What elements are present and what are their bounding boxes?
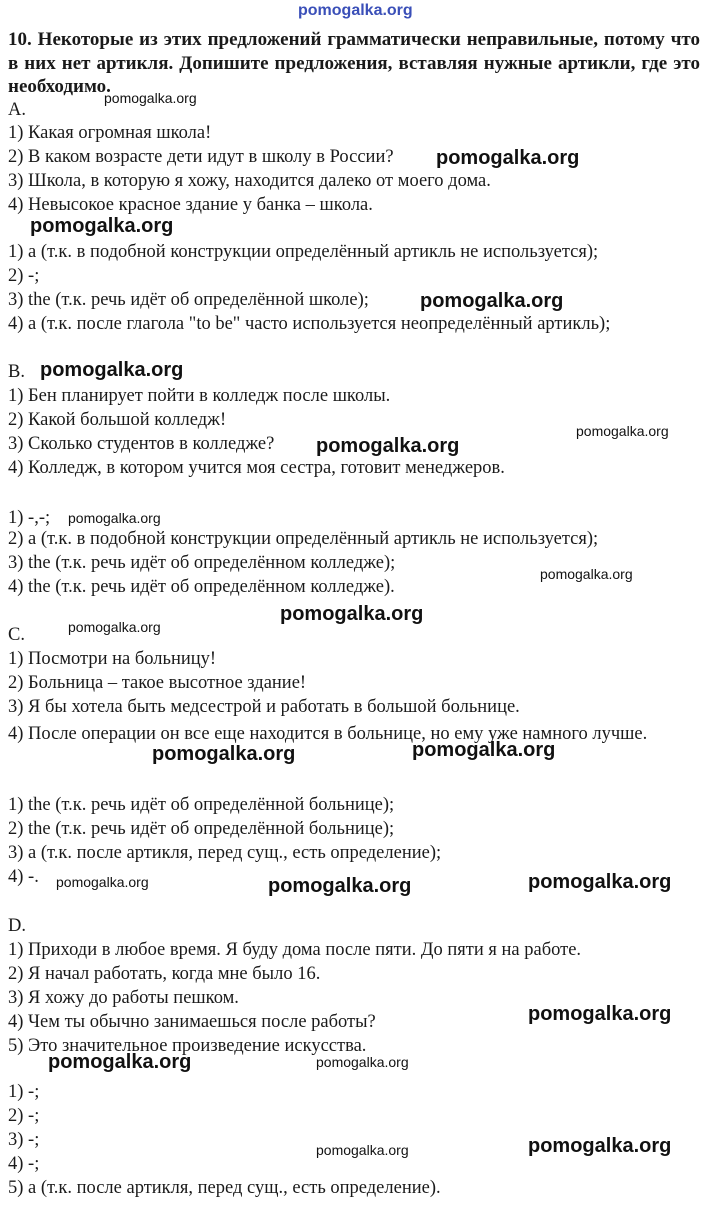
answer-b-2: 2) a (т.к. в подобной конструкции определённый артикль не используется);: [8, 529, 599, 549]
task-instruction: 10. Некоторые из этих предложений грамматически неправильные, потому что в них нет артикля. Допишите предложения, вставляя нужные артикли, где это необходимо.: [8, 29, 700, 97]
answer-a-3: 3) the (т.к. речь идёт об определённой школе);: [8, 290, 369, 310]
sentence-a-1: 1) Какая огромная школа!: [8, 123, 212, 143]
sentence-d-5: 5) Это значительное произведение искусства.: [8, 1036, 367, 1056]
watermark: pomogalka.org: [30, 215, 174, 237]
watermark: pomogalka.org: [56, 874, 149, 890]
answer-d-1: 1) -;: [8, 1082, 40, 1102]
answer-d-3: 3) -;: [8, 1130, 40, 1150]
sentence-b-1: 1) Бен планирует пойти в колледж после школы.: [8, 386, 391, 406]
answer-d-5: 5) a (т.к. после артикля, перед сущ., есть определение).: [8, 1178, 441, 1198]
answer-a-4: 4) a (т.к. после глагола "to be" часто используется неопределённый артикль);: [8, 314, 611, 334]
sentence-d-4: 4) Чем ты обычно занимаешься после работы?: [8, 1012, 376, 1032]
sentence-b-3: 3) Сколько студентов в колледже?: [8, 434, 275, 454]
watermark: pomogalka.org: [280, 603, 424, 625]
watermark: pomogalka.org: [48, 1051, 192, 1073]
answer-a-1: 1) a (т.к. в подобной конструкции определённый артикль не используется);: [8, 242, 599, 262]
sentence-a-3: 3) Школа, в которую я хожу, находится далеко от моего дома.: [8, 171, 491, 191]
sentence-d-1: 1) Приходи в любое время. Я буду дома после пяти. До пяти я на работе.: [8, 940, 582, 960]
sentence-d-3: 3) Я хожу до работы пешком.: [8, 988, 239, 1008]
answer-c-1: 1) the (т.к. речь идёт об определённой больнице);: [8, 795, 395, 815]
sentence-c-2: 2) Больница – такое высотное здание!: [8, 673, 307, 693]
sentence-a-4: 4) Невысокое красное здание у банка – школа.: [8, 195, 373, 215]
sentence-a-2: 2) В каком возрасте дети идут в школу в России?: [8, 147, 394, 167]
answer-d-4: 4) -;: [8, 1154, 40, 1174]
answer-c-4: 4) -.: [8, 867, 39, 887]
section-label-b: B.: [8, 362, 25, 382]
section-label-d: D.: [8, 916, 26, 936]
watermark: pomogalka.org: [68, 619, 161, 635]
watermark: pomogalka.org: [104, 90, 197, 106]
answer-b-3: 3) the (т.к. речь идёт об определённом колледже);: [8, 553, 396, 573]
answer-c-2: 2) the (т.к. речь идёт об определённой больнице);: [8, 819, 395, 839]
watermark: pomogalka.org: [420, 290, 564, 312]
watermark: pomogalka.org: [316, 1142, 409, 1158]
watermark: pomogalka.org: [152, 743, 296, 765]
section-label-a: A.: [8, 100, 26, 120]
answer-c-3: 3) a (т.к. после артикля, перед сущ., есть определение);: [8, 843, 442, 863]
sentence-c-4: 4) После операции он все еще находится в больнице, но ему уже намного лучше.: [8, 724, 648, 744]
watermark: pomogalka.org: [316, 1054, 409, 1070]
watermark: pomogalka.org: [412, 739, 556, 761]
watermark: pomogalka.org: [268, 875, 412, 897]
sentence-c-3: 3) Я бы хотела быть медсестрой и работать в большой больнице.: [8, 697, 520, 717]
watermark: pomogalka.org: [528, 871, 672, 893]
watermark: pomogalka.org: [528, 1135, 672, 1157]
sentence-c-1: 1) Посмотри на больницу!: [8, 649, 217, 669]
watermark: pomogalka.org: [316, 435, 460, 457]
answer-a-2: 2) -;: [8, 266, 40, 286]
sentence-b-2: 2) Какой большой колледж!: [8, 410, 227, 430]
section-label-c: C.: [8, 625, 25, 645]
watermark: pomogalka.org: [576, 423, 669, 439]
watermark: pomogalka.org: [436, 147, 580, 169]
watermark: pomogalka.org: [540, 566, 633, 582]
answer-d-2: 2) -;: [8, 1106, 40, 1126]
watermark: pomogalka.org: [68, 510, 161, 526]
watermark: pomogalka.org: [528, 1003, 672, 1025]
watermark: pomogalka.org: [298, 2, 413, 19]
answer-b-4: 4) the (т.к. речь идёт об определённом колледже).: [8, 577, 395, 597]
answer-b-1: 1) -,-;: [8, 508, 51, 528]
sentence-d-2: 2) Я начал работать, когда мне было 16.: [8, 964, 321, 984]
sentence-b-4: 4) Колледж, в котором учится моя сестра, готовит менеджеров.: [8, 458, 505, 478]
watermark: pomogalka.org: [40, 359, 184, 381]
